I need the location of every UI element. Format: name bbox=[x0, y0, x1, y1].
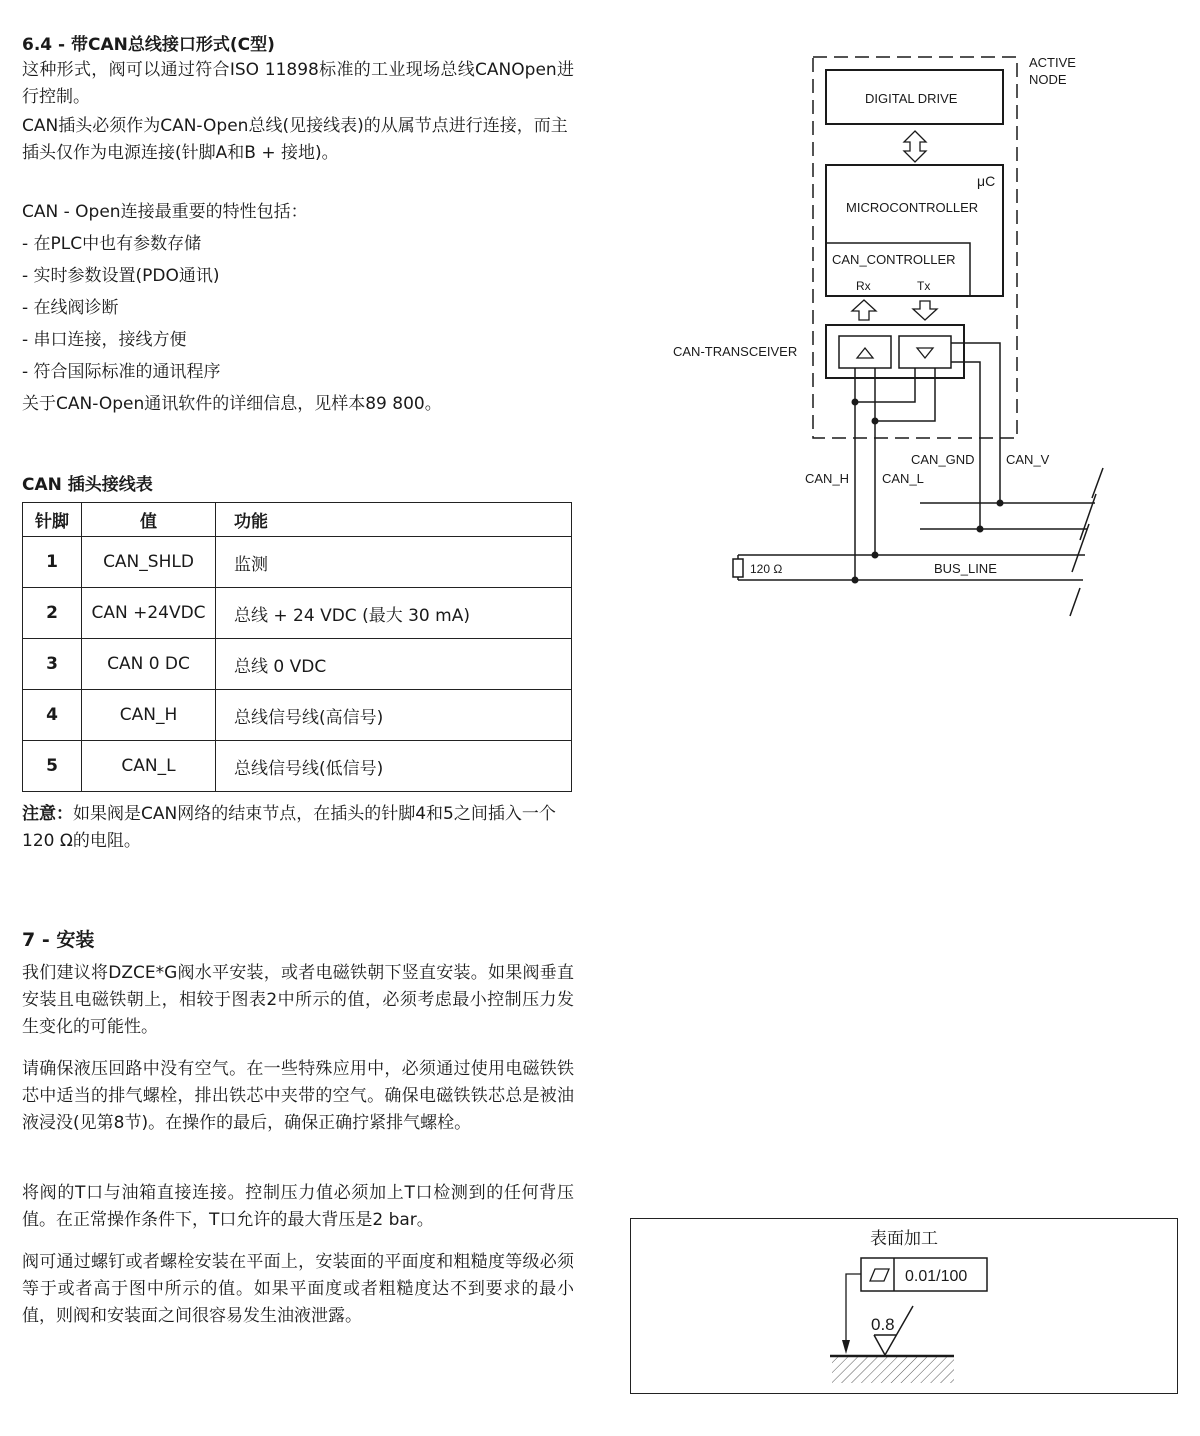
feature-item: - 符合国际标准的通讯程序 bbox=[22, 362, 221, 382]
function-cell: 总线 0 VDC bbox=[216, 639, 572, 690]
tx-l-wire bbox=[875, 368, 935, 421]
section-6-4-paragraph-2: CAN插头必须作为CAN-Open总线(见接线表)的从属节点进行连接，而主插头仅作为电源连接(针脚A和B + 接地)。 bbox=[22, 116, 568, 163]
can-v-label: CAN_V bbox=[1006, 452, 1050, 467]
active-node-label: ACTIVE bbox=[1029, 55, 1076, 70]
break-mark bbox=[1092, 468, 1103, 498]
table-title: CAN 插头接线表 bbox=[22, 475, 153, 495]
section-7-paragraph-3: 将阀的T口与油箱直接连接。控制压力值必须加上T口检测到的任何背压值。在正常操作条件下，T口允许的最大背压是2 bar。 bbox=[22, 1183, 574, 1230]
break-mark bbox=[1072, 524, 1089, 572]
can-v-wire bbox=[951, 343, 1000, 503]
section-7-paragraph-4: 阀可通过螺钉或者螺栓安装在平面上，安装面的平面度和粗糙度等级必须等于或者高于图中所示的值。如果平面度或者粗糙度达不到要求的最小值，则阀和安装面之间很容易发生油液泄露。 bbox=[22, 1252, 574, 1326]
surface-finish-drawing bbox=[630, 1218, 1178, 1394]
function-cell: 监测 bbox=[216, 537, 572, 588]
feature-item: - 在线阀诊断 bbox=[22, 298, 119, 318]
note bbox=[22, 801, 574, 855]
junction-dot bbox=[852, 399, 859, 406]
value-cell: CAN 0 DC bbox=[82, 639, 216, 690]
transmitter-box bbox=[899, 336, 951, 368]
value-cell: CAN_H bbox=[82, 690, 216, 741]
section-7-paragraph-2: 请确保液压回路中没有空气。在一些特殊应用中，必须通过使用电磁铁铁芯中适当的排气螺栓，排出铁芯中夹带的空气。确保电磁铁铁芯总是被油液浸没(见第8节)。在操作的最后，确保正确拧紧排气螺栓。 bbox=[22, 1059, 574, 1133]
function-cell: 总线信号线(高信号) bbox=[216, 690, 572, 741]
tx-arrow-down-icon bbox=[913, 301, 937, 320]
features-intro: CAN - Open连接最重要的特性包括： bbox=[22, 202, 308, 222]
leader-arrow-icon bbox=[842, 1340, 850, 1354]
pin-cell: 2 bbox=[23, 588, 82, 639]
tx-h-wire bbox=[855, 368, 915, 402]
transceiver-box bbox=[826, 325, 964, 378]
table-row bbox=[23, 741, 572, 792]
break-mark bbox=[1070, 588, 1080, 616]
pin-cell: 1 bbox=[23, 537, 82, 588]
function-cell: 总线信号线(低信号) bbox=[216, 741, 572, 792]
value-cell: CAN_SHLD bbox=[82, 537, 216, 588]
flatness-value: 0.01/100 bbox=[905, 1268, 968, 1285]
resistor-label: 120 Ω bbox=[750, 562, 783, 576]
microcontroller-label: MICROCONTROLLER bbox=[846, 200, 979, 215]
note-text: 如果阀是CAN网络的结束节点，在插头的针脚4和5之间插入一个120 Ω的电阻。 bbox=[22, 804, 556, 851]
transceiver-label: CAN-TRANSCEIVER bbox=[673, 344, 798, 359]
section-7-paragraph-1: 我们建议将DZCE*G阀水平安装，或者电磁铁朝下竖直安装。如果阀垂直安装且电磁铁朝上，相较于图表2中所示的值，必须考虑最小控制压力发生变化的可能性。 bbox=[22, 963, 574, 1037]
rx-label: Rx bbox=[856, 279, 871, 293]
driver-triangle-icon bbox=[917, 348, 933, 358]
junction-dot bbox=[997, 500, 1004, 507]
table-row bbox=[23, 690, 572, 741]
uc-label: μC bbox=[977, 173, 996, 189]
can-gnd-wire bbox=[951, 362, 980, 529]
bus-line-label: BUS_LINE bbox=[934, 561, 997, 576]
table-row bbox=[23, 639, 572, 690]
surface-finish-title: 表面加工 bbox=[870, 1229, 938, 1249]
leader-line bbox=[846, 1274, 861, 1348]
section-6-4-paragraph-1: 这种形式，阀可以通过符合ISO 11898标准的工业现场总线CANOpen进行控制。 bbox=[22, 60, 574, 107]
surface-hatch bbox=[832, 1356, 954, 1383]
junction-dot bbox=[872, 552, 879, 559]
value-cell: CAN_L bbox=[82, 741, 216, 792]
can-l-label: CAN_L bbox=[882, 471, 924, 486]
section-6-4-title: 6.4 - 带CAN总线接口形式(C型) bbox=[22, 35, 275, 55]
rx-arrow-up-icon bbox=[852, 300, 876, 320]
pin-cell: 5 bbox=[23, 741, 82, 792]
section-7-title: 7 - 安装 bbox=[22, 929, 95, 951]
can-h-label: CAN_H bbox=[805, 471, 850, 486]
receiver-triangle-icon bbox=[857, 348, 873, 358]
junction-dot bbox=[977, 526, 984, 533]
header-function: 功能 bbox=[216, 503, 572, 537]
can-gnd-label: CAN_GND bbox=[911, 452, 975, 467]
pin-cell: 3 bbox=[23, 639, 82, 690]
can-node-diagram bbox=[0, 0, 1200, 640]
can-controller-box bbox=[826, 243, 970, 296]
value-cell: CAN +24VDC bbox=[82, 588, 216, 639]
feature-item: - 在PLC中也有参数存储 bbox=[22, 234, 202, 254]
bidirectional-arrow-icon bbox=[904, 131, 926, 162]
pin-cell: 4 bbox=[23, 690, 82, 741]
active-node-label-2: NODE bbox=[1029, 72, 1067, 87]
break-mark bbox=[1080, 494, 1096, 540]
function-cell: 总线 + 24 VDC (最大 30 mA) bbox=[216, 588, 572, 639]
receiver-box bbox=[839, 336, 891, 368]
resistor-symbol bbox=[733, 559, 743, 577]
junction-dot bbox=[852, 577, 859, 584]
header-value: 值 bbox=[82, 503, 216, 537]
feature-item: - 串口连接，接线方便 bbox=[22, 330, 187, 350]
digital-drive-label: DIGITAL DRIVE bbox=[865, 91, 958, 106]
tx-label: Tx bbox=[917, 279, 931, 293]
note-label: 注意： bbox=[22, 804, 73, 824]
junction-dot bbox=[872, 418, 879, 425]
can-controller-label: CAN_CONTROLLER bbox=[832, 252, 956, 267]
software-reference: 关于CAN-Open通讯软件的详细信息，见样本89 800。 bbox=[22, 394, 442, 414]
feature-item: - 实时参数设置(PDO通讯) bbox=[22, 266, 220, 286]
header-pin: 针脚 bbox=[23, 503, 82, 537]
flatness-icon bbox=[870, 1269, 889, 1281]
roughness-value: 0.8 bbox=[871, 1315, 895, 1334]
